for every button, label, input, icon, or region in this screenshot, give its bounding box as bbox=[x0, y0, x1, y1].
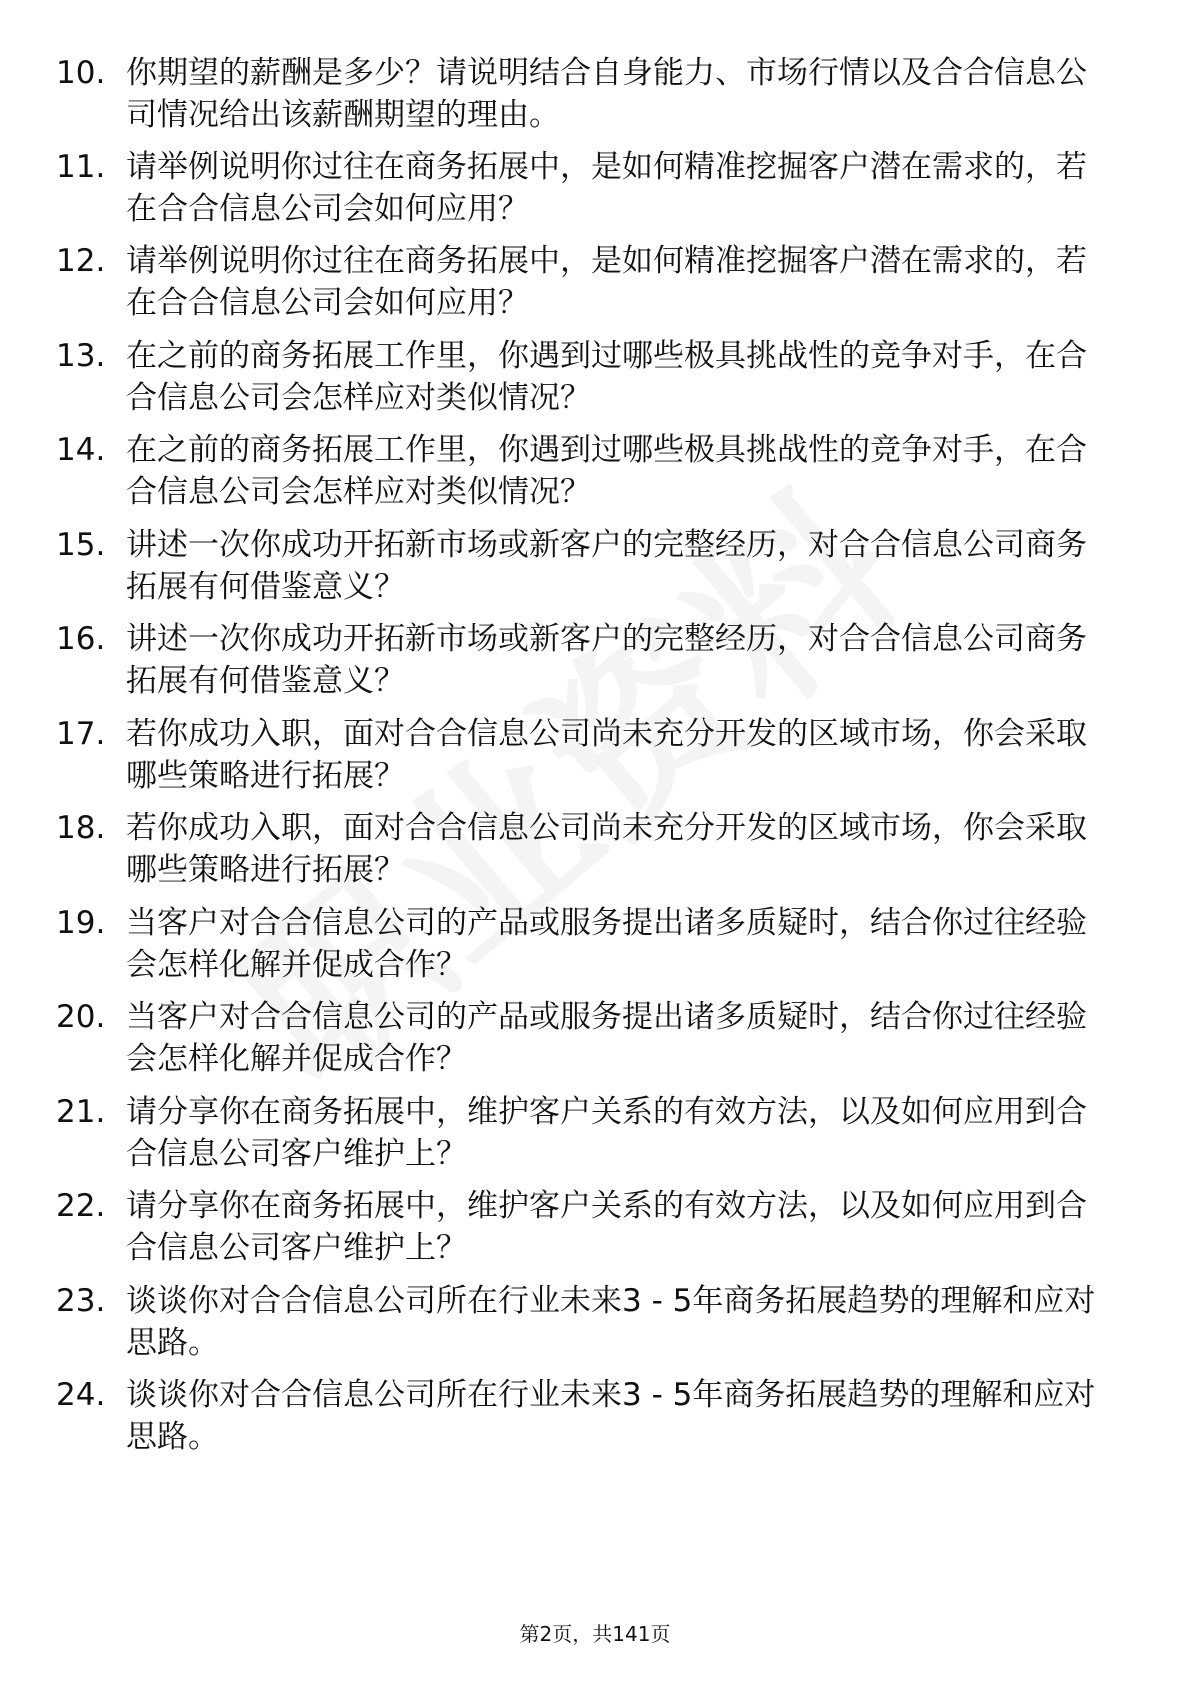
question-text: 请举例说明你过往在商务拓展中，是如何精准挖掘客户潜在需求的，若在合合信息公司会如何应用？ bbox=[126, 149, 1087, 227]
page-footer: 第2页，共141页 bbox=[519, 1622, 671, 1646]
question-number: 16. bbox=[56, 621, 106, 657]
question-item bbox=[0, 335, 1190, 421]
question-number: 24. bbox=[56, 1377, 106, 1413]
question-item bbox=[0, 1374, 1190, 1460]
question-text: 在之前的商务拓展工作里，你遇到过哪些极具挑战性的竞争对手，在合合信息公司会怎样应对类似情况？ bbox=[126, 432, 1087, 510]
question-number: 11. bbox=[56, 149, 106, 185]
question-text: 若你成功入职，面对合合信息公司尚未充分开发的区域市场，你会采取哪些策略进行拓展？ bbox=[126, 810, 1087, 888]
question-number: 19. bbox=[56, 905, 106, 941]
question-item bbox=[0, 240, 1190, 326]
question-item bbox=[0, 807, 1190, 893]
question-item bbox=[0, 429, 1190, 515]
question-number: 22. bbox=[56, 1188, 106, 1224]
question-item bbox=[0, 1280, 1190, 1366]
question-text: 讲述一次你成功开拓新市场或新客户的完整经历，对合合信息公司商务拓展有何借鉴意义？ bbox=[126, 621, 1087, 699]
question-number: 23. bbox=[56, 1283, 106, 1319]
question-text: 你期望的薪酬是多少？请说明结合自身能力、市场行情以及合合信息公司情况给出该薪酬期望的理由。 bbox=[126, 55, 1087, 133]
question-text: 谈谈你对合合信息公司所在行业未来3 - 5年商务拓展趋势的理解和应对思路。 bbox=[126, 1283, 1096, 1361]
question-text: 当客户对合合信息公司的产品或服务提出诸多质疑时，结合你过往经验会怎样化解并促成合作？ bbox=[126, 999, 1087, 1077]
question-number: 15. bbox=[56, 527, 106, 563]
question-item bbox=[0, 52, 1190, 138]
question-text: 谈谈你对合合信息公司所在行业未来3 - 5年商务拓展趋势的理解和应对思路。 bbox=[126, 1377, 1096, 1455]
question-item bbox=[0, 996, 1190, 1082]
question-number: 12. bbox=[56, 243, 106, 279]
question-number: 10. bbox=[56, 55, 106, 91]
question-number: 20. bbox=[56, 999, 106, 1035]
question-number: 14. bbox=[56, 432, 106, 468]
question-text: 请举例说明你过往在商务拓展中，是如何精准挖掘客户潜在需求的，若在合合信息公司会如何应用？ bbox=[126, 243, 1087, 321]
question-number: 17. bbox=[56, 716, 106, 752]
question-item bbox=[0, 1185, 1190, 1271]
question-item bbox=[0, 618, 1190, 704]
question-item bbox=[0, 713, 1190, 799]
question-text: 若你成功入职，面对合合信息公司尚未充分开发的区域市场，你会采取哪些策略进行拓展？ bbox=[126, 716, 1087, 794]
question-text: 请分享你在商务拓展中，维护客户关系的有效方法，以及如何应用到合合信息公司客户维护上？ bbox=[126, 1094, 1087, 1172]
question-text: 请分享你在商务拓展中，维护客户关系的有效方法，以及如何应用到合合信息公司客户维护上？ bbox=[126, 1188, 1087, 1266]
question-number: 18. bbox=[56, 810, 106, 846]
question-text: 当客户对合合信息公司的产品或服务提出诸多质疑时，结合你过往经验会怎样化解并促成合作？ bbox=[126, 905, 1087, 983]
question-item bbox=[0, 1091, 1190, 1177]
question-number: 13. bbox=[56, 338, 106, 374]
question-text: 在之前的商务拓展工作里，你遇到过哪些极具挑战性的竞争对手，在合合信息公司会怎样应对类似情况？ bbox=[126, 338, 1087, 416]
question-number: 21. bbox=[56, 1094, 106, 1130]
question-item bbox=[0, 524, 1190, 610]
question-item bbox=[0, 146, 1190, 232]
question-item bbox=[0, 902, 1190, 988]
question-text: 讲述一次你成功开拓新市场或新客户的完整经历，对合合信息公司商务拓展有何借鉴意义？ bbox=[126, 527, 1087, 605]
